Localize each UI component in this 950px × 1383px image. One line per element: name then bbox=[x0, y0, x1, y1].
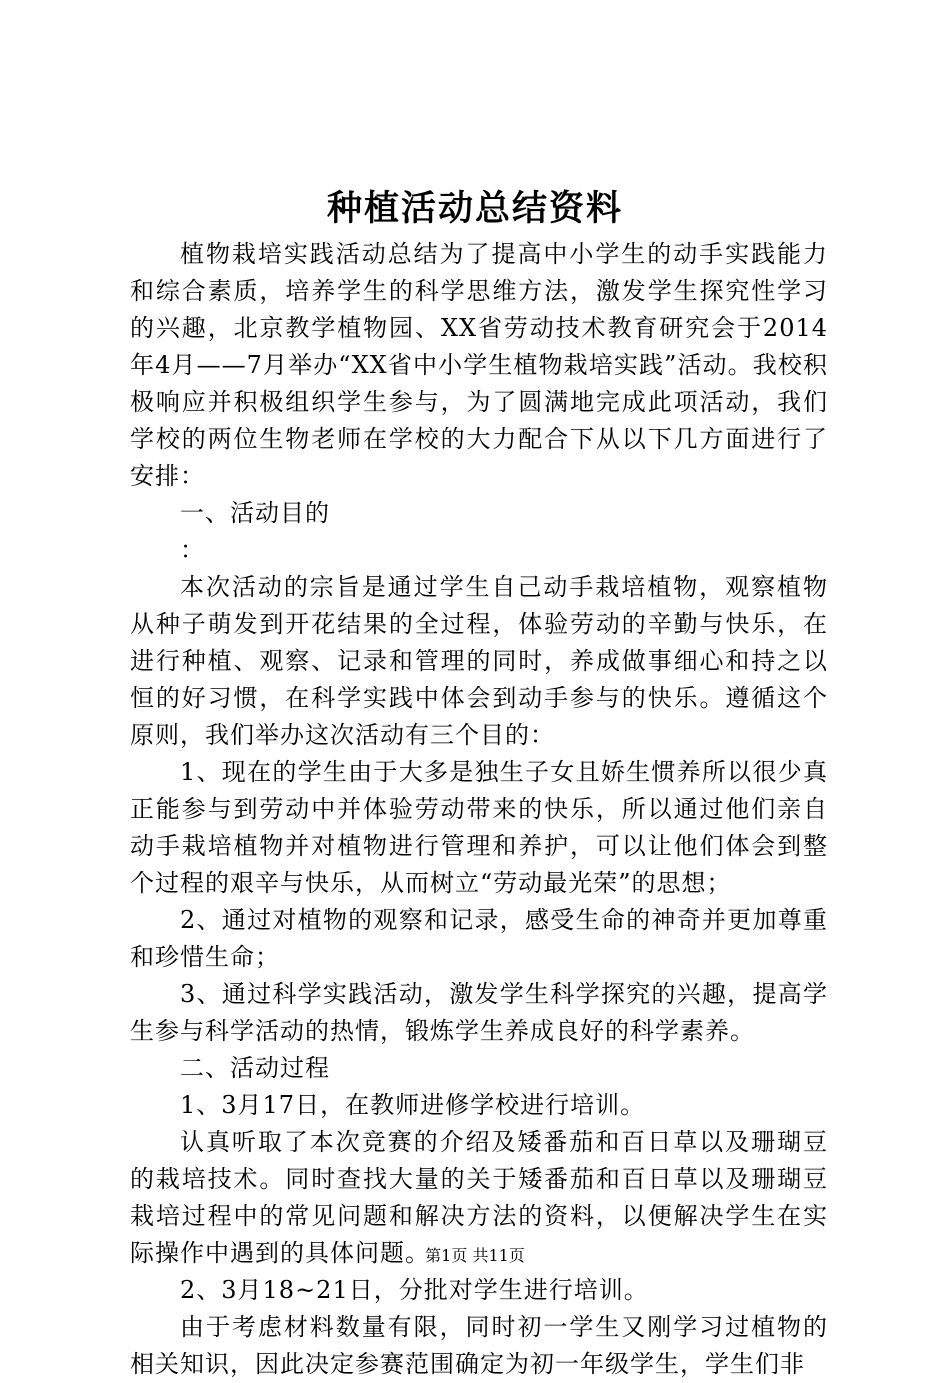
list-item-process-1: 1、3月17日，在教师进修学校进行培训。 bbox=[180, 1091, 646, 1119]
page-number-footer: 第1页 共11页 bbox=[425, 1246, 525, 1265]
paragraph-process-2-detail: 由于考虑材料数量有限，同时初一学生又刚学习过植物的相关知识，因此决定参赛范围确定为初一年级学生，学生们非 bbox=[130, 1313, 828, 1378]
paragraph-purpose: 本次活动的宗旨是通过学生自己动手栽培植物，观察植物从种子萌发到开花结果的全过程，体验劳动的辛勤与快乐，在进行种植、观察、记录和管理的同时，养成做事细心和持之以恒的好习惯，在科学实践中体会到动手参与的快乐。遵循这个原则，我们举办这次活动有三个目的： bbox=[130, 573, 828, 749]
list-item-purpose-1: 1、现在的学生由于大多是独生子女且娇生惯养所以很少真正能参与到劳动中并体验劳动带来的快乐，所以通过他们亲自动手栽培植物并对植物进行管理和养护，可以让他们体会到整个过程的艰辛与快乐，从而树立“劳动最光荣”的思想； bbox=[130, 758, 828, 897]
document-body bbox=[130, 236, 828, 1383]
paragraph-intro: 植物栽培实践活动总结为了提高中小学生的动手实践能力和综合素质，培养学生的科学思维方法，激发学生探究性学习的兴趣，北京教学植物园、XX省劳动技术教育研究会于2014年4月——7月举办“XX省中小学生植物栽培实践”活动。我校积极响应并积极组织学生参与，为了圆满地完成此项活动，我们学校的两位生物老师在学校的大力配合下从以下几方面进行了安排： bbox=[130, 240, 828, 490]
page-title: 种植活动总结资料 bbox=[326, 188, 623, 229]
list-item-purpose-3: 3、通过科学实践活动，激发学生科学探究的兴趣，提高学生参与科学活动的热情，锻炼学生养成良好的科学素养。 bbox=[130, 980, 828, 1045]
paragraph-colon: ： bbox=[180, 536, 205, 564]
section-heading-purpose: 一、活动目的 bbox=[180, 499, 330, 527]
list-item-process-2: 2、3月18~21日，分批对学生进行培训。 bbox=[180, 1276, 649, 1304]
list-item-purpose-2: 2、通过对植物的观察和记录，感受生命的神奇并更加尊重和珍惜生命； bbox=[130, 906, 828, 971]
paragraph-process-1-detail: 认真听取了本次竞赛的介绍及矮番茄和百日草以及珊瑚豆的栽培技术。同时查找大量的关于矮番茄和百日草以及珊瑚豆栽培过程中的常见问题和解决方法的资料，以便解决学生在实际操作中遇到的具体问题。 bbox=[130, 1128, 828, 1267]
section-heading-process: 二、活动过程 bbox=[180, 1054, 330, 1082]
